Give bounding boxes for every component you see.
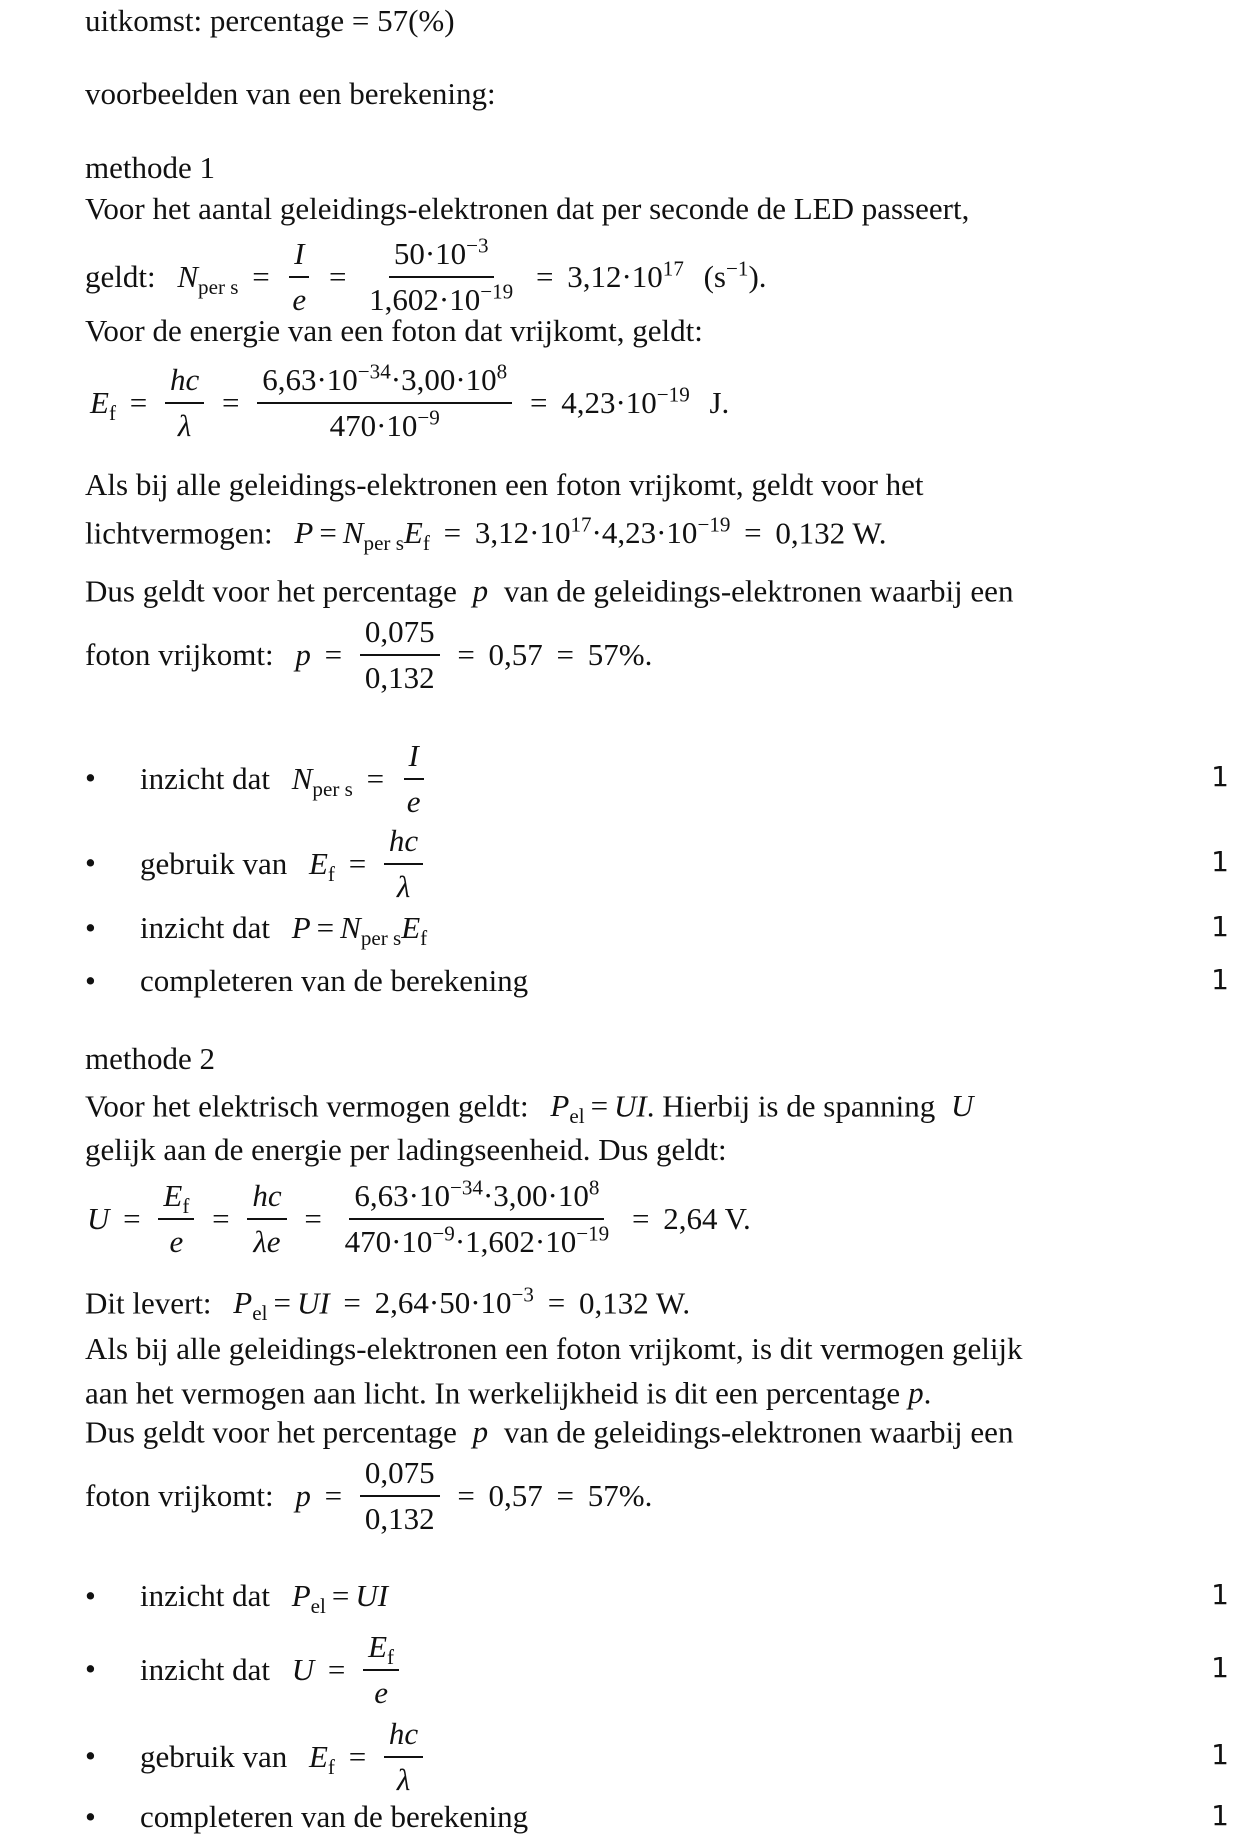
method2-criterion-1: inzicht dat $P_{el}$ = UI	[140, 1578, 389, 1619]
bullet-icon: •	[85, 760, 96, 795]
method2-levert-line: Dit levert: $P_{el}$ = UI = $2,64\cdot 50\cdot 10^{-3} = 0,132$ W.	[85, 1283, 691, 1326]
method2-line2: gelijk aan de energie per ladingseenheid. Dus geldt:	[85, 1132, 727, 1167]
method2-criterion-2: inzicht dat U = $\frac{E_f}{e}$	[140, 1629, 403, 1710]
method2-criterion-1-points: 1	[1211, 1578, 1229, 1611]
result-line: uitkomst: percentage = 57(%)	[85, 3, 455, 38]
method2-pct-equation: foton vrijkomt: p = $\frac{0,075}{0,132}$ = 0,57 = 57%.	[85, 1455, 653, 1536]
method1-power-equation: lichtvermogen: $P = N_{per s}E_f = 3,12\cdot 10^{17}\cdot 4,23\cdot 10^{-19} = 0,132$ W.	[85, 513, 887, 556]
bullet-icon: •	[85, 1799, 96, 1834]
method1-criterion-1: inzicht dat $N_{per s}$ = $\frac{I}{e}$	[140, 738, 430, 819]
method2-u-equation: U = $\frac{E_f}{e}$ = $\frac{hc}{\lambda e}$ = $\frac{6,63\cdot 10^{-34}\cdot 3,00\cdot 10^8}{470\cdot 10^{-9}\cdot 1,602\cdot 10^{-19}}$ = 2,64 V.	[87, 1175, 751, 1259]
method2-para-b: aan het vermogen aan licht. In werkelijkheid is dit een percentage p.	[85, 1375, 932, 1411]
bullet-icon: •	[85, 1651, 96, 1686]
method1-pct-intro: Dus geldt voor het percentage p van de geleidings-elektronen waarbij een	[85, 573, 1014, 609]
geldt-label: geldt:	[85, 259, 156, 295]
bullet-icon: •	[85, 1578, 96, 1613]
method1-title: methode 1	[85, 150, 215, 185]
bullet-icon: •	[85, 845, 96, 880]
method2-criterion-3-points: 1	[1211, 1738, 1229, 1771]
method2-title: methode 2	[85, 1041, 215, 1076]
method1-power-intro: Als bij alle geleidings-elektronen een foton vrijkomt, geldt voor het	[85, 467, 924, 502]
method1-criterion-3-points: 1	[1211, 910, 1229, 943]
method1-criterion-4: completeren van de berekening	[140, 963, 529, 998]
bullet-icon: •	[85, 1738, 96, 1773]
u-fraction: $\frac{6,63\cdot 10^{-34}\cdot 3,00\cdot 10^8}{470\cdot 10^{-9}\cdot 1,602\cdot 10^{-19}}$	[344, 1175, 610, 1259]
ef-fraction: $\frac{6,63\cdot 10^{-34}\cdot 3,00\cdot 10^8}{470\cdot 10^{-9}}$	[257, 362, 512, 443]
method2-criterion-4-points: 1	[1211, 1799, 1229, 1832]
method1-criterion-3: inzicht dat $P = N_{per s}E_f$	[140, 910, 428, 951]
method1-ef-equation: $E_f$ = $\frac{hc}{\lambda}$ = $\frac{6,63\cdot 10^{-34}\cdot 3,00\cdot 10^8}{470\cdot 10^{-9}}$ = $4,23\cdot 10^{-19}$ J.	[90, 359, 730, 443]
method2-line1: Voor het elektrisch vermogen geldt: $P_{el}$ = UI. Hierbij is de spanning U	[85, 1088, 974, 1129]
method1-criterion-2-points: 1	[1211, 845, 1229, 878]
method1-intro: Voor het aantal geleidings-elektronen dat per seconde de LED passeert,	[85, 191, 970, 226]
n-fraction: $\frac{50\cdot 10^{-3}}{1,602\cdot 10^{-19}}$	[369, 233, 514, 317]
method1-criterion-2: gebruik van $E_f$ = $\frac{hc}{\lambda}$	[140, 823, 427, 904]
examples-heading: voorbeelden van een berekening:	[85, 76, 496, 111]
method2-pct-intro: Dus geldt voor het percentage p van de geleidings-elektronen waarbij een	[85, 1414, 1014, 1450]
bullet-icon: •	[85, 910, 96, 945]
method2-criterion-2-points: 1	[1211, 1651, 1229, 1684]
method1-n-equation: geldt: $N_{per s}$ = $\frac{I}{e}$ = $\frac{50\cdot 10^{-3}}{1,602\cdot 10^{-19}}$ = $3,12\cdot 10^{17}$ $(s^{-1})$.	[85, 233, 767, 317]
method2-para-a: Als bij alle geleidings-elektronen een foton vrijkomt, is dit vermogen gelijk	[85, 1331, 1023, 1366]
method1-energy-intro: Voor de energie van een foton dat vrijkomt, geldt:	[85, 313, 703, 348]
method2-criterion-4: completeren van de berekening	[140, 1799, 529, 1834]
bullet-icon: •	[85, 963, 96, 998]
ef-result: $4,23\cdot 10^{-19}$	[561, 382, 690, 421]
method1-criterion-1-points: 1	[1211, 760, 1229, 793]
method1-criterion-4-points: 1	[1211, 963, 1229, 996]
method2-criterion-3: gebruik van $E_f$ = $\frac{hc}{\lambda}$	[140, 1716, 427, 1797]
n-result: $3,12\cdot 10^{17}$	[567, 256, 684, 295]
method1-pct-equation: foton vrijkomt: p = $\frac{0,075}{0,132}$ = 0,57 = 57%.	[85, 614, 653, 695]
